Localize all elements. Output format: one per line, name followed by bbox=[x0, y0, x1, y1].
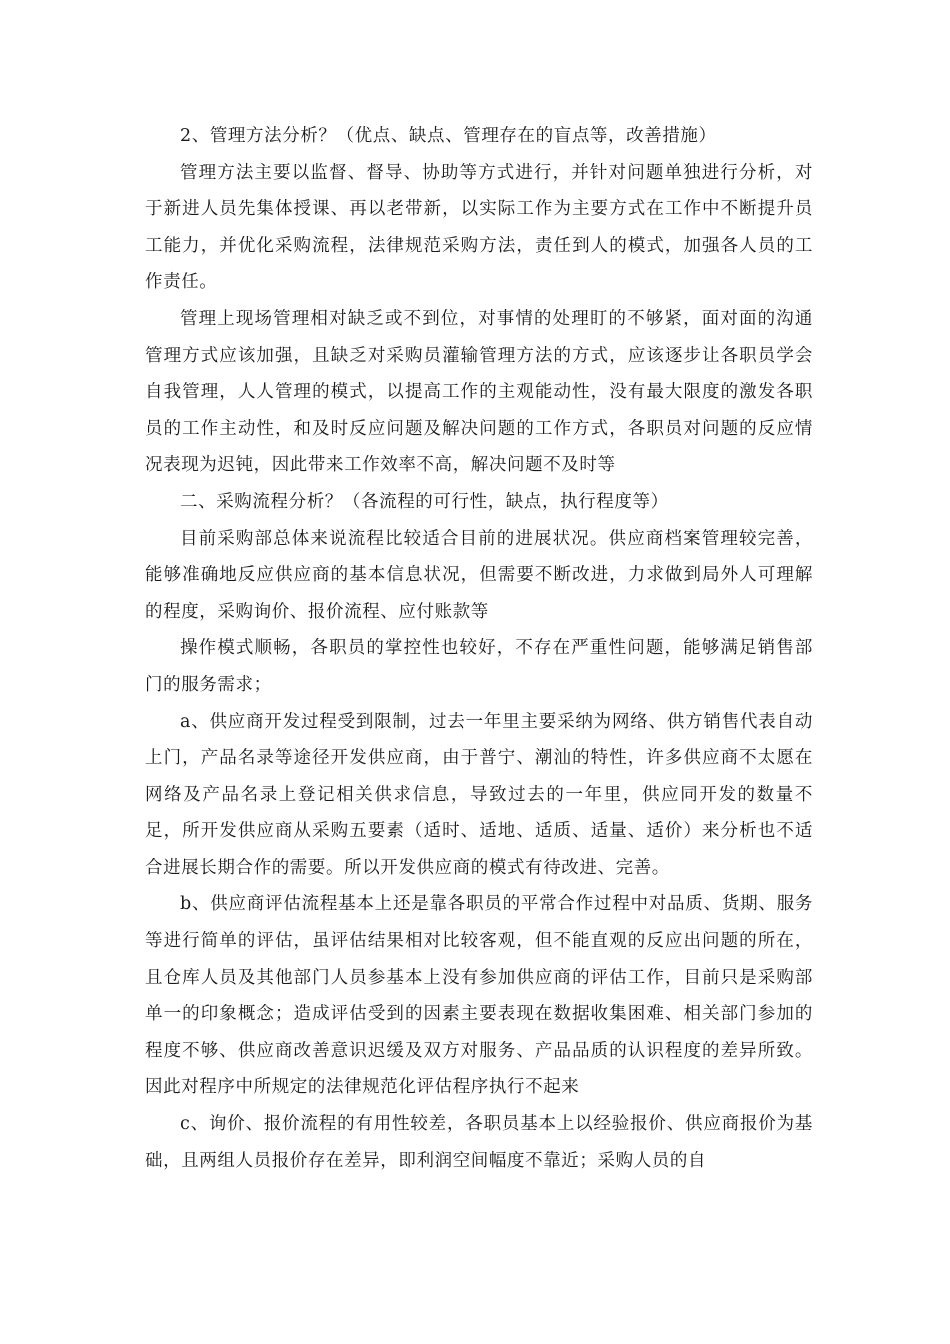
paragraph-process-overview: 目前采购部总体来说流程比较适合目前的进展状况。供应商档案管理较完善，能够准确地反应供应商的基本信息状况，但需要不断改进，力求做到局外人可理解的程度，采购询价、报价流程、应付账款等 bbox=[145, 528, 813, 622]
paragraph-item-b-supplier-evaluation: b、供应商评估流程基本上还是靠各职员的平常合作过程中对品质、货期、服务等进行简单的评估，虽评估结果相对比较客观，但不能直观的反应出问题的所在，且仓库人员及其他部门人员参基本上没有参加供应商的评估工作，目前只是采购部单一的印象概念；造成评估受到的因素主要表现在数据收集困难、相关部门参加的程度不够、供应商改善意识迟缓及双方对服务、产品品质的认识程度的差异所致。因此对程序中所规定的法律规范化评估程序执行不起来 bbox=[145, 894, 813, 1098]
section-heading-management-methods: 2、管理方法分析？（优点、缺点、管理存在的盲点等，改善措施） bbox=[180, 126, 717, 146]
paragraph-management-approach: 管理方法主要以监督、督导、协助等方式进行，并针对问题单独进行分析，对于新进人员先集体授课、再以老带新，以实际工作为主要方式在工作中不断提升员工能力，并优化采购流程，法律规范采购方法，责任到人的模式，加强各人员的工作责任。 bbox=[145, 162, 813, 293]
paragraph-management-shortcomings: 管理上现场管理相对缺乏或不到位，对事情的处理盯的不够紧，面对面的沟通管理方式应该加强，且缺乏对采购员灌输管理方法的方式，应该逐步让各职员学会自我管理，人人管理的模式，以提高工作的主观能动性，没有最大限度的激发各职员的工作主动性，和及时反应问题及解决问题的工作方式，各职员对问题的反应情况表现为迟钝，因此带来工作效率不高，解决问题不及时等 bbox=[145, 308, 813, 476]
section-heading-procurement-process: 二、采购流程分析？（各流程的可行性，缺点，执行程度等） bbox=[180, 491, 669, 512]
paragraph-item-a-supplier-development: a、供应商开发过程受到限制，过去一年里主要采纳为网络、供方销售代表自动上门，产品名录等途径开发供应商，由于普宁、潮汕的特性，许多供应商不太愿在网络及产品名录上登记相关供求信息，导致过去的一年里，供应同开发的数量不足，所开发供应商从采购五要素（适时、适地、适质、适量、适价）来分析也不适合进展长期合作的需要。所以开发供应商的模式有待改进、完善。 bbox=[145, 711, 813, 878]
paragraph-operation-mode: 操作模式顺畅，各职员的掌控性也较好，不存在严重性问题，能够满足销售部门的服务需求； bbox=[145, 638, 813, 695]
paragraph-item-c-inquiry-quotation: c、询价、报价流程的有用性较差，各职员基本上以经验报价、供应商报价为基础，且两组人员报价存在差异，即利润空间幅度不靠近；采购人员的自 bbox=[145, 1114, 813, 1171]
document-body bbox=[145, 118, 813, 1179]
